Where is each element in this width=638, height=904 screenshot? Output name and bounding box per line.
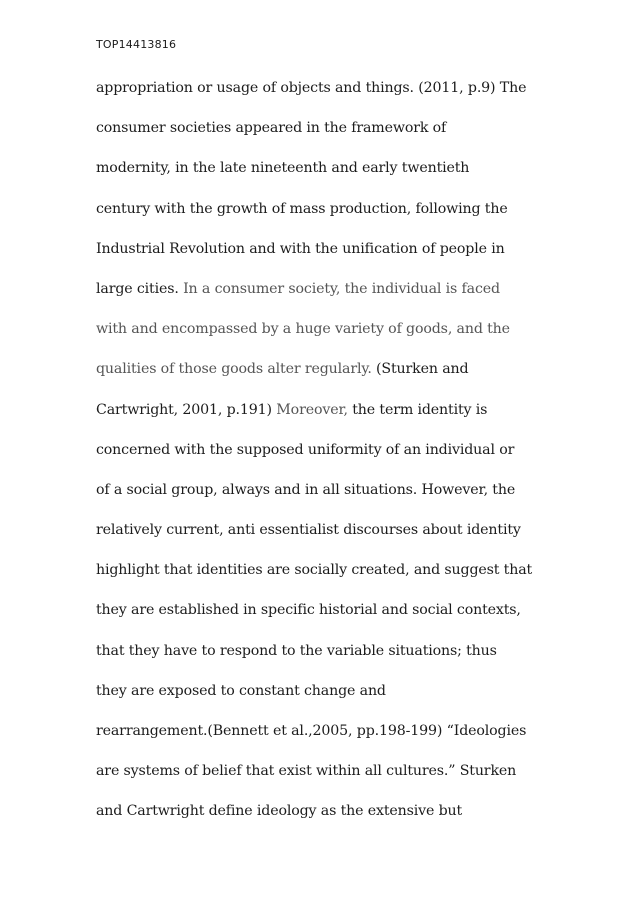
text-segment: modernity, in the late nineteenth and early twentieth [96,160,470,177]
text-segment: and Cartwright define ideology as the extensive but [96,803,463,820]
text-segment: of a social group, always and in all situations. However, the [96,481,516,498]
text-segment: with and encompassed by a huge variety of goods, and the [96,321,510,338]
text-segment: they are exposed to constant change and [96,682,386,699]
text-segment: appropriation or usage of objects and things. (2011, p.9) The [96,80,527,96]
text-line [96,558,556,598]
text-line [96,237,556,277]
body-text [96,76,556,840]
text-segment: large cities. [96,280,184,297]
text-line [96,719,556,759]
text-line [96,76,556,116]
text-line [96,799,556,839]
text-segment: the term identity is [352,401,488,418]
text-segment: Moreover, [276,401,353,418]
text-segment: century with the growth of mass production, following the [96,200,508,217]
text-segment: In a consumer society, the individual is faced [183,280,500,297]
text-segment: highlight that identities are socially created, and suggest that [96,562,533,579]
text-line [96,317,556,357]
text-line [96,156,556,196]
text-segment: concerned with the supposed uniformity of an individual or [96,441,515,458]
text-line [96,357,556,397]
text-segment: Cartwright, 2001, p.191) [96,401,277,418]
text-line [96,478,556,518]
text-line [96,438,556,478]
text-segment: (Sturken and [376,361,469,378]
text-segment: that they have to respond to the variable situations; thus [96,642,497,659]
text-line [96,116,556,156]
text-segment: they are established in specific historial and social contexts, [96,602,521,619]
text-line [96,518,556,558]
document-id-header: TOP14413816 [96,38,177,51]
text-line [96,639,556,679]
text-line [96,679,556,719]
text-segment: relatively current, anti essentialist discourses about identity [96,522,521,539]
text-line [96,277,556,317]
text-segment: qualities of those goods alter regularly. [96,361,377,378]
text-line [96,197,556,237]
text-segment: Industrial Revolution and with the unification of people in [96,240,505,257]
text-segment: rearrangement.(Bennett et al.,2005, pp.198-199) “Ideologies [96,723,527,739]
text-line [96,398,556,438]
text-line [96,598,556,638]
text-line [96,759,556,799]
text-segment: are systems of belief that exist within all cultures.” Sturken [96,763,517,780]
text-segment: consumer societies appeared in the framework of [96,120,447,137]
